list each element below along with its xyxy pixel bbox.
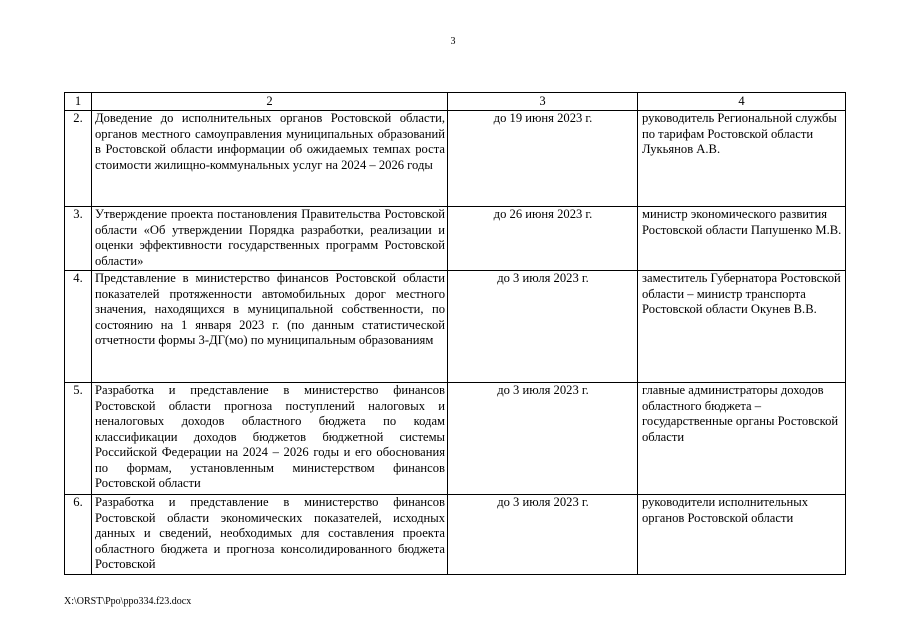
row-responsible: руководитель Региональной службы по тарифам Ростовской области Лукьянов А.В. xyxy=(638,111,846,207)
table-row xyxy=(65,495,846,575)
header-cell-responsible: 4 xyxy=(638,93,846,111)
table-row xyxy=(65,111,846,207)
row-activity: Разработка и представление в министерство финансов Ростовской области прогноза поступлений налоговых и неналоговых доходов областного бюджета по кодам классификации доходов бюджетов бюджетной системы Российской Федерации на 2024 – 2026 годы и его обоснования по формам, установленным министерством финансов Ростовской области xyxy=(92,383,448,495)
row-number: 4. xyxy=(65,271,92,383)
page-number: 3 xyxy=(450,36,456,47)
row-number: 5. xyxy=(65,383,92,495)
header-cell-number: 1 xyxy=(65,93,92,111)
row-activity: Утверждение проекта постановления Правительства Ростовской области «Об утверждении Порядка разработки, реализации и оценки эффективности государственных программ Ростовской области» xyxy=(92,207,448,271)
row-deadline: до 3 июля 2023 г. xyxy=(448,495,638,575)
row-number: 2. xyxy=(65,111,92,207)
schedule-table xyxy=(64,92,846,575)
row-deadline: до 26 июня 2023 г. xyxy=(448,207,638,271)
row-activity: Доведение до исполнительных органов Ростовской области, органов местного самоуправления муниципальных образований в Ростовской области информации об ожидаемых темпах роста стоимости жилищно-коммунальных услуг на 2024 – 2026 годы xyxy=(92,111,448,207)
row-deadline: до 3 июля 2023 г. xyxy=(448,383,638,495)
row-responsible: заместитель Губернатора Ростовской области – министр транспорта Ростовской области Окунев В.В. xyxy=(638,271,846,383)
row-number: 3. xyxy=(65,207,92,271)
header-cell-deadline: 3 xyxy=(448,93,638,111)
row-responsible: министр экономического развития Ростовской области Папушенко М.В. xyxy=(638,207,846,271)
table-row xyxy=(65,207,846,271)
header-cell-activity: 2 xyxy=(92,93,448,111)
row-number: 6. xyxy=(65,495,92,575)
row-responsible: главные администраторы доходов областного бюджета – государственные органы Ростовской области xyxy=(638,383,846,495)
row-deadline: до 3 июля 2023 г. xyxy=(448,271,638,383)
row-activity: Представление в министерство финансов Ростовской области показателей протяженности автомобильных дорог местного значения, находящихся в муниципальной собственности, по состоянию на 1 января 2023 г. (по данным статистической отчетности формы 3-ДГ(мо) по муниципальным образованиям xyxy=(92,271,448,383)
row-activity: Разработка и представление в министерство финансов Ростовской области экономических показателей, исходных данных и сведений, необходимых для составления проекта областного бюджета и прогноза консолидированного бюджета Ростовской xyxy=(92,495,448,575)
table-row xyxy=(65,271,846,383)
row-responsible: руководители исполнительных органов Ростовской области xyxy=(638,495,846,575)
table-row xyxy=(65,383,846,495)
row-deadline: до 19 июня 2023 г. xyxy=(448,111,638,207)
document-file-path: X:\ORST\Ppo\ppo334.f23.docx xyxy=(64,596,192,607)
table-header-row xyxy=(65,93,846,111)
